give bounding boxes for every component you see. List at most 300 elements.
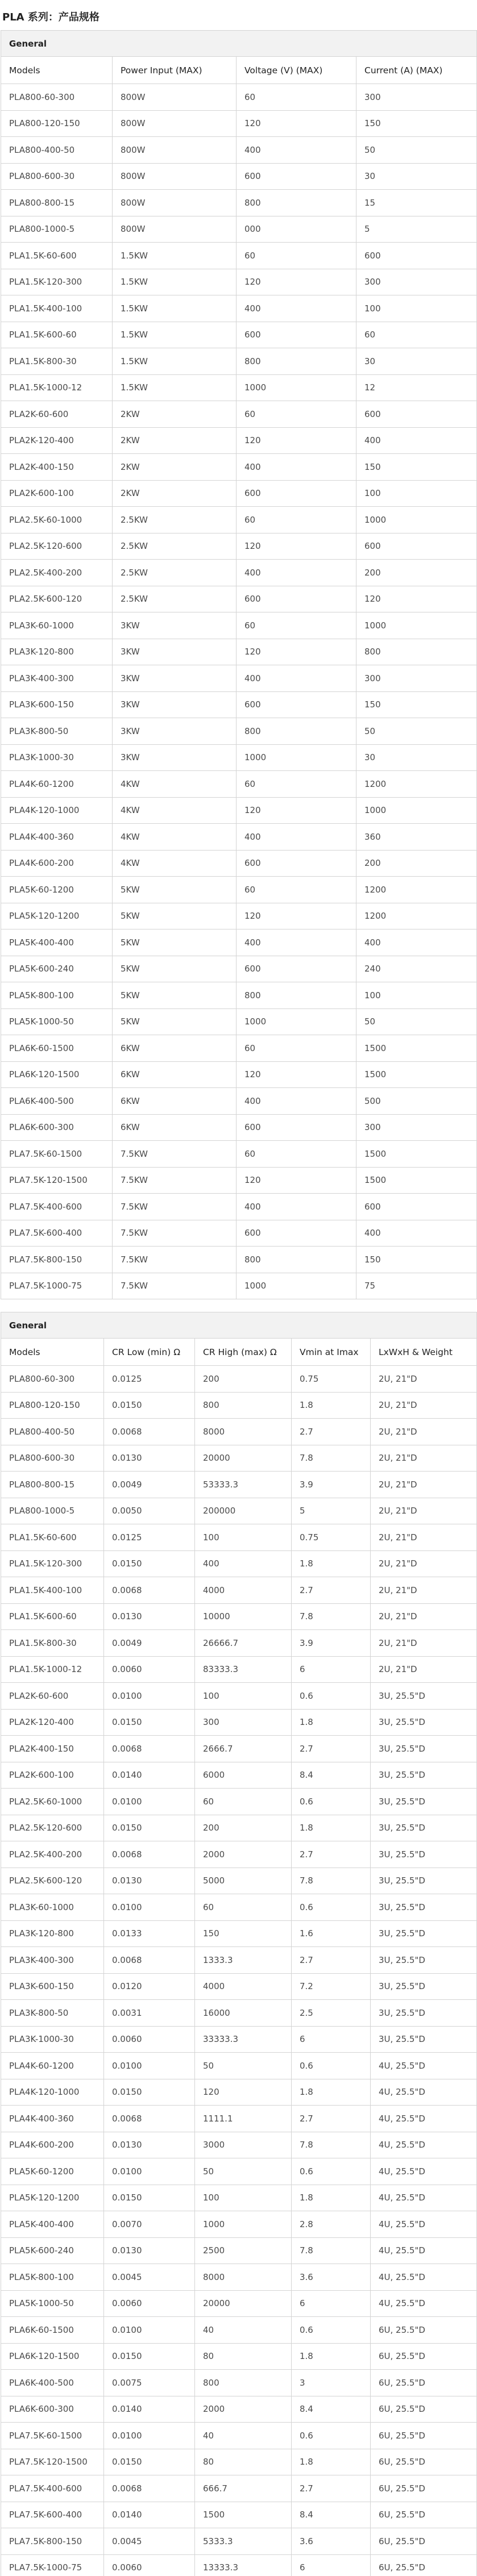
table-cell: 240 [356, 956, 477, 982]
table-cell: 2.5 [292, 2000, 371, 2027]
table-row [1, 956, 477, 982]
table-cell: 800 [356, 639, 477, 665]
table-cell: 2U, 21"D [371, 1472, 477, 1498]
table-row [1, 2317, 477, 2344]
table-cell: 0.0150 [104, 2449, 195, 2475]
table-cell: 3U, 25.5"D [371, 1815, 477, 1841]
table-cell: 2.5KW [113, 533, 237, 560]
table-cell: 120 [237, 1061, 356, 1088]
table-cell: 0.0130 [104, 1868, 195, 1894]
table-cell: 6 [292, 2026, 371, 2053]
table-row [1, 216, 477, 243]
table-row [1, 1630, 477, 1657]
table-cell: 100 [356, 295, 477, 322]
table-row [1, 374, 477, 401]
model-cell: PLA2.5K-60-1000 [1, 507, 113, 533]
table-row [1, 586, 477, 612]
table-row [1, 2343, 477, 2370]
table-cell: 4KW [113, 797, 237, 824]
table-cell: 6 [292, 2290, 371, 2317]
model-cell: PLA4K-400-360 [1, 2106, 104, 2132]
table-row [1, 1445, 477, 1472]
table-cell: 0.0130 [104, 2132, 195, 2158]
table-cell: 40 [195, 2317, 292, 2344]
table-cell: 0.75 [292, 1524, 371, 1551]
model-cell: PLA2.5K-60-1000 [1, 1789, 104, 1815]
table-cell: 60 [237, 401, 356, 428]
model-cell: PLA1.5K-1000-12 [1, 374, 113, 401]
model-cell: PLA1.5K-1000-12 [1, 1656, 104, 1683]
table-row [1, 797, 477, 824]
table-cell: 3.9 [292, 1630, 371, 1657]
model-cell: PLA5K-600-240 [1, 2237, 104, 2264]
table-cell: 5KW [113, 982, 237, 1009]
table-cell: 1.8 [292, 1709, 371, 1736]
table-cell: 7.8 [292, 2237, 371, 2264]
table-cell: 1111.1 [195, 2106, 292, 2132]
table-section-row [1, 1312, 477, 1339]
table-cell: 6KW [113, 1088, 237, 1115]
table-cell: 30 [356, 348, 477, 375]
model-cell: PLA2K-60-600 [1, 401, 113, 428]
table-cell: 800W [113, 137, 237, 164]
model-cell: PLA7.5K-600-400 [1, 2502, 104, 2528]
table-cell: 7.8 [292, 2132, 371, 2158]
table-row [1, 2237, 477, 2264]
table-cell: 2U, 21"D [371, 1498, 477, 1524]
table-cell: 120 [356, 586, 477, 612]
table-cell: 60 [237, 612, 356, 639]
column-header: CR Low (min) Ω [104, 1339, 195, 1366]
table-cell: 6U, 25.5"D [371, 2554, 477, 2576]
model-cell: PLA5K-120-1200 [1, 903, 113, 929]
model-cell: PLA800-120-150 [1, 110, 113, 137]
table-cell: 0.0150 [104, 1815, 195, 1841]
model-cell: PLA7.5K-60-1500 [1, 2423, 104, 2449]
table-cell: 800W [113, 216, 237, 243]
table-cell: 0.0100 [104, 2053, 195, 2079]
table-cell: 800W [113, 110, 237, 137]
table-cell: 2000 [195, 2396, 292, 2423]
table-cell: 2.8 [292, 2211, 371, 2238]
table-cell: 3KW [113, 718, 237, 745]
table-cell: 200 [195, 1366, 292, 1393]
table-cell: 600 [356, 401, 477, 428]
model-cell: PLA2.5K-400-200 [1, 1841, 104, 1868]
table-row [1, 137, 477, 164]
model-cell: PLA5K-600-240 [1, 956, 113, 982]
table-cell: 300 [195, 1709, 292, 1736]
table-cell: 6000 [195, 1762, 292, 1789]
table-cell: 1.8 [292, 1550, 371, 1577]
table-cell: 0.0125 [104, 1524, 195, 1551]
table-row [1, 480, 477, 507]
table-cell: 8000 [195, 2264, 292, 2291]
table-cell: 0.0060 [104, 2290, 195, 2317]
table-cell: 1200 [356, 903, 477, 929]
table-cell: 1000 [356, 797, 477, 824]
table-cell: 1.8 [292, 1815, 371, 1841]
table-cell: 1.5KW [113, 348, 237, 375]
table-row [1, 269, 477, 295]
model-cell: PLA2K-60-600 [1, 1683, 104, 1710]
table-cell: 0.6 [292, 2423, 371, 2449]
table-cell: 0.0049 [104, 1472, 195, 1498]
table-cell: 0.6 [292, 2053, 371, 2079]
section-title: General [1, 31, 477, 57]
table-cell: 600 [356, 1194, 477, 1220]
model-cell: PLA1.5K-600-60 [1, 1603, 104, 1630]
table-cell: 150 [356, 691, 477, 718]
table-cell: 0.0120 [104, 1973, 195, 2000]
table-cell: 800 [237, 348, 356, 375]
table-cell: 60 [237, 84, 356, 111]
table-cell: 0.0100 [104, 1894, 195, 1921]
table-cell: 400 [237, 295, 356, 322]
table-cell: 0.0130 [104, 1603, 195, 1630]
table-row [1, 929, 477, 956]
table-cell: 2.5KW [113, 586, 237, 612]
table-row [1, 1088, 477, 1115]
table-cell: 0.0075 [104, 2370, 195, 2396]
table-cell: 1500 [356, 1035, 477, 1062]
table-cell: 33333.3 [195, 2026, 292, 2053]
table-cell: 1.8 [292, 1392, 371, 1419]
table-cell: 3U, 25.5"D [371, 1709, 477, 1736]
table-cell: 300 [356, 665, 477, 692]
table-cell: 60 [195, 1894, 292, 1921]
table-cell: 1.5KW [113, 269, 237, 295]
table-row [1, 2185, 477, 2211]
table-row [1, 639, 477, 665]
table-cell: 2.5KW [113, 560, 237, 586]
table-cell: 120 [237, 797, 356, 824]
table-cell: 120 [237, 903, 356, 929]
table-cell: 3KW [113, 665, 237, 692]
table-row [1, 771, 477, 798]
table-cell: 300 [356, 269, 477, 295]
table-cell: 3U, 25.5"D [371, 1789, 477, 1815]
table-cell: 10000 [195, 1603, 292, 1630]
table-row [1, 1392, 477, 1419]
spec-table-resistance [1, 1312, 477, 2576]
table-cell: 6U, 25.5"D [371, 2528, 477, 2555]
table-cell: 300 [356, 84, 477, 111]
table-cell: 400 [237, 824, 356, 851]
table-cell: 800 [195, 1392, 292, 1419]
table-row [1, 1550, 477, 1577]
table-cell: 150 [356, 110, 477, 137]
table-row [1, 612, 477, 639]
table-cell: 600 [237, 691, 356, 718]
model-cell: PLA6K-400-500 [1, 1088, 113, 1115]
model-cell: PLA7.5K-1000-75 [1, 1273, 113, 1299]
column-header: Vmin at Imax [292, 1339, 371, 1366]
table-cell: 400 [237, 454, 356, 481]
table-row [1, 1736, 477, 1762]
table-cell: 0.6 [292, 1894, 371, 1921]
table-row [1, 2079, 477, 2106]
table-cell: 50 [356, 137, 477, 164]
model-cell: PLA7.5K-60-1500 [1, 1141, 113, 1168]
table-row [1, 401, 477, 428]
table-cell: 0.0130 [104, 1445, 195, 1472]
model-cell: PLA800-600-30 [1, 1445, 104, 1472]
table-cell: 200 [195, 1815, 292, 1841]
table-cell: 3.6 [292, 2528, 371, 2555]
model-cell: PLA800-1000-5 [1, 216, 113, 243]
table-cell: 5KW [113, 903, 237, 929]
table-row [1, 84, 477, 111]
table-row [1, 2290, 477, 2317]
model-cell: PLA2.5K-120-600 [1, 1815, 104, 1841]
table-row [1, 1841, 477, 1868]
table-cell: 800 [237, 1247, 356, 1273]
table-cell: 3U, 25.5"D [371, 1736, 477, 1762]
table-cell: 4U, 25.5"D [371, 2158, 477, 2185]
table-cell: 6KW [113, 1035, 237, 1062]
table-cell: 0.75 [292, 1366, 371, 1393]
table-cell: 120 [195, 2079, 292, 2106]
column-header: Models [1, 1339, 104, 1366]
model-cell: PLA6K-400-500 [1, 2370, 104, 2396]
table-cell: 83333.3 [195, 1656, 292, 1683]
table-row [1, 163, 477, 190]
column-header: Models [1, 57, 113, 84]
table-cell: 1200 [356, 877, 477, 903]
table-cell: 600 [237, 480, 356, 507]
column-header: Current (A) (MAX) [356, 57, 477, 84]
table-cell: 360 [356, 824, 477, 851]
model-cell: PLA2K-120-400 [1, 1709, 104, 1736]
table-cell: 4KW [113, 850, 237, 877]
table-cell: 6 [292, 1656, 371, 1683]
table-row [1, 1273, 477, 1299]
model-cell: PLA5K-60-1200 [1, 2158, 104, 2185]
table-cell: 4U, 25.5"D [371, 2106, 477, 2132]
table-cell: 0.0100 [104, 2317, 195, 2344]
table-cell: 0.0125 [104, 1366, 195, 1393]
table-row [1, 824, 477, 851]
table-cell: 120 [237, 110, 356, 137]
table-cell: 1000 [237, 374, 356, 401]
table-cell: 0.0060 [104, 1656, 195, 1683]
table-row [1, 322, 477, 348]
table-row [1, 295, 477, 322]
table-cell: 400 [237, 1194, 356, 1220]
model-cell: PLA1.5K-60-600 [1, 243, 113, 269]
table-cell: 150 [356, 454, 477, 481]
table-cell: 120 [237, 1167, 356, 1194]
model-cell: PLA800-60-300 [1, 84, 113, 111]
table-cell: 150 [195, 1920, 292, 1947]
model-cell: PLA3K-600-150 [1, 691, 113, 718]
table-cell: 5333.3 [195, 2528, 292, 2555]
model-cell: PLA3K-800-50 [1, 2000, 104, 2027]
table-cell: 4U, 25.5"D [371, 2290, 477, 2317]
table-row [1, 1973, 477, 2000]
model-cell: PLA4K-120-1000 [1, 2079, 104, 2106]
table-cell: 400 [356, 427, 477, 454]
model-cell: PLA6K-60-1500 [1, 2317, 104, 2344]
table-cell: 40 [195, 2423, 292, 2449]
table-cell: 0.0068 [104, 2475, 195, 2502]
model-cell: PLA1.5K-400-100 [1, 295, 113, 322]
table-cell: 0.0070 [104, 2211, 195, 2238]
table-cell: 60 [237, 1035, 356, 1062]
model-cell: PLA5K-1000-50 [1, 1008, 113, 1035]
table-row [1, 2528, 477, 2555]
table-cell: 6U, 25.5"D [371, 2502, 477, 2528]
table-row [1, 1498, 477, 1524]
table-cell: 2U, 21"D [371, 1524, 477, 1551]
model-cell: PLA1.5K-400-100 [1, 1577, 104, 1604]
table-row [1, 691, 477, 718]
table-cell: 6U, 25.5"D [371, 2449, 477, 2475]
model-cell: PLA800-800-15 [1, 190, 113, 216]
table-cell: 1.5KW [113, 243, 237, 269]
model-cell: PLA6K-600-300 [1, 1114, 113, 1141]
table-cell: 120 [237, 427, 356, 454]
table-row [1, 1683, 477, 1710]
table-cell: 20000 [195, 2290, 292, 2317]
table-cell: 1500 [195, 2502, 292, 2528]
table-row [1, 877, 477, 903]
table-cell: 800 [237, 982, 356, 1009]
table-cell: 0.0068 [104, 1947, 195, 1974]
table-cell: 0.0068 [104, 2106, 195, 2132]
model-cell: PLA800-400-50 [1, 1419, 104, 1445]
table-row [1, 533, 477, 560]
model-cell: PLA7.5K-800-150 [1, 1247, 113, 1273]
model-cell: PLA4K-120-1000 [1, 797, 113, 824]
model-cell: PLA7.5K-1000-75 [1, 2554, 104, 2576]
table-cell: 6U, 25.5"D [371, 2370, 477, 2396]
model-cell: PLA3K-400-300 [1, 665, 113, 692]
table-row [1, 110, 477, 137]
table-cell: 300 [356, 1114, 477, 1141]
model-cell: PLA2.5K-600-120 [1, 586, 113, 612]
model-cell: PLA7.5K-120-1500 [1, 1167, 113, 1194]
table-cell: 2U, 21"D [371, 1366, 477, 1393]
table-cell: 6U, 25.5"D [371, 2396, 477, 2423]
table-cell: 1.8 [292, 2449, 371, 2475]
table-cell: 5KW [113, 956, 237, 982]
table-row [1, 2396, 477, 2423]
table-cell: 2666.7 [195, 1736, 292, 1762]
table-cell: 7.8 [292, 1868, 371, 1894]
table-cell: 600 [356, 243, 477, 269]
table-cell: 53333.3 [195, 1472, 292, 1498]
table-cell: 3U, 25.5"D [371, 1762, 477, 1789]
model-cell: PLA2.5K-400-200 [1, 560, 113, 586]
table-cell: 3U, 25.5"D [371, 1973, 477, 2000]
table-cell: 50 [195, 2053, 292, 2079]
model-cell: PLA3K-120-800 [1, 1920, 104, 1947]
table-cell: 2.7 [292, 1419, 371, 1445]
model-cell: PLA4K-60-1200 [1, 771, 113, 798]
table-cell: 2U, 21"D [371, 1630, 477, 1657]
model-cell: PLA2.5K-600-120 [1, 1868, 104, 1894]
model-cell: PLA4K-600-200 [1, 2132, 104, 2158]
table-cell: 100 [195, 1683, 292, 1710]
model-cell: PLA6K-60-1500 [1, 1035, 113, 1062]
table-cell: 5KW [113, 929, 237, 956]
table-cell: 1000 [195, 2211, 292, 2238]
table-cell: 50 [195, 2158, 292, 2185]
model-cell: PLA5K-800-100 [1, 982, 113, 1009]
model-cell: PLA1.5K-60-600 [1, 1524, 104, 1551]
table-cell: 7.5KW [113, 1247, 237, 1273]
model-cell: PLA2.5K-120-600 [1, 533, 113, 560]
column-header: Power Input (MAX) [113, 57, 237, 84]
table-cell: 0.0050 [104, 1498, 195, 1524]
table-cell: 8.4 [292, 2396, 371, 2423]
model-cell: PLA3K-600-150 [1, 1973, 104, 2000]
model-cell: PLA800-60-300 [1, 1366, 104, 1393]
table-cell: 800 [237, 718, 356, 745]
table-cell: 3000 [195, 2132, 292, 2158]
model-cell: PLA7.5K-800-150 [1, 2528, 104, 2555]
table-cell: 0.0130 [104, 2237, 195, 2264]
table-cell: 0.6 [292, 2317, 371, 2344]
table-row [1, 1167, 477, 1194]
table-cell: 0.6 [292, 2158, 371, 2185]
table-row [1, 1920, 477, 1947]
table-cell: 4U, 25.5"D [371, 2132, 477, 2158]
table-cell: 2U, 21"D [371, 1392, 477, 1419]
model-cell: PLA5K-400-400 [1, 929, 113, 956]
table-cell: 0.0060 [104, 2554, 195, 2576]
table-row [1, 2475, 477, 2502]
table-cell: 3.9 [292, 1472, 371, 1498]
table-row [1, 1061, 477, 1088]
table-cell: 2U, 21"D [371, 1550, 477, 1577]
table-cell: 0.0140 [104, 1762, 195, 1789]
table-cell: 600 [237, 163, 356, 190]
model-cell: PLA1.5K-120-300 [1, 269, 113, 295]
model-cell: PLA800-1000-5 [1, 1498, 104, 1524]
table-cell: 75 [356, 1273, 477, 1299]
table-cell: 7.5KW [113, 1141, 237, 1168]
table-cell: 120 [237, 639, 356, 665]
model-cell: PLA7.5K-120-1500 [1, 2449, 104, 2475]
table-cell: 400 [356, 1220, 477, 1247]
table-cell: 200 [356, 850, 477, 877]
table-cell: 4KW [113, 824, 237, 851]
section-title: General [1, 1312, 477, 1339]
table-cell: 600 [237, 586, 356, 612]
table-cell: 3U, 25.5"D [371, 2026, 477, 2053]
table-row [1, 2132, 477, 2158]
table-cell: 400 [237, 665, 356, 692]
table-row [1, 2502, 477, 2528]
table-row [1, 903, 477, 929]
table-cell: 0.0068 [104, 1577, 195, 1604]
table-cell: 400 [237, 137, 356, 164]
table-row [1, 2423, 477, 2449]
model-cell: PLA3K-800-50 [1, 718, 113, 745]
table-cell: 4U, 25.5"D [371, 2264, 477, 2291]
table-cell: 2.7 [292, 2475, 371, 2502]
table-cell: 30 [356, 163, 477, 190]
table-cell: 60 [237, 243, 356, 269]
table-header-row [1, 1339, 477, 1366]
table-section-row [1, 31, 477, 57]
model-cell: PLA5K-60-1200 [1, 877, 113, 903]
table-cell: 16000 [195, 2000, 292, 2027]
table-cell: 1.6 [292, 1920, 371, 1947]
